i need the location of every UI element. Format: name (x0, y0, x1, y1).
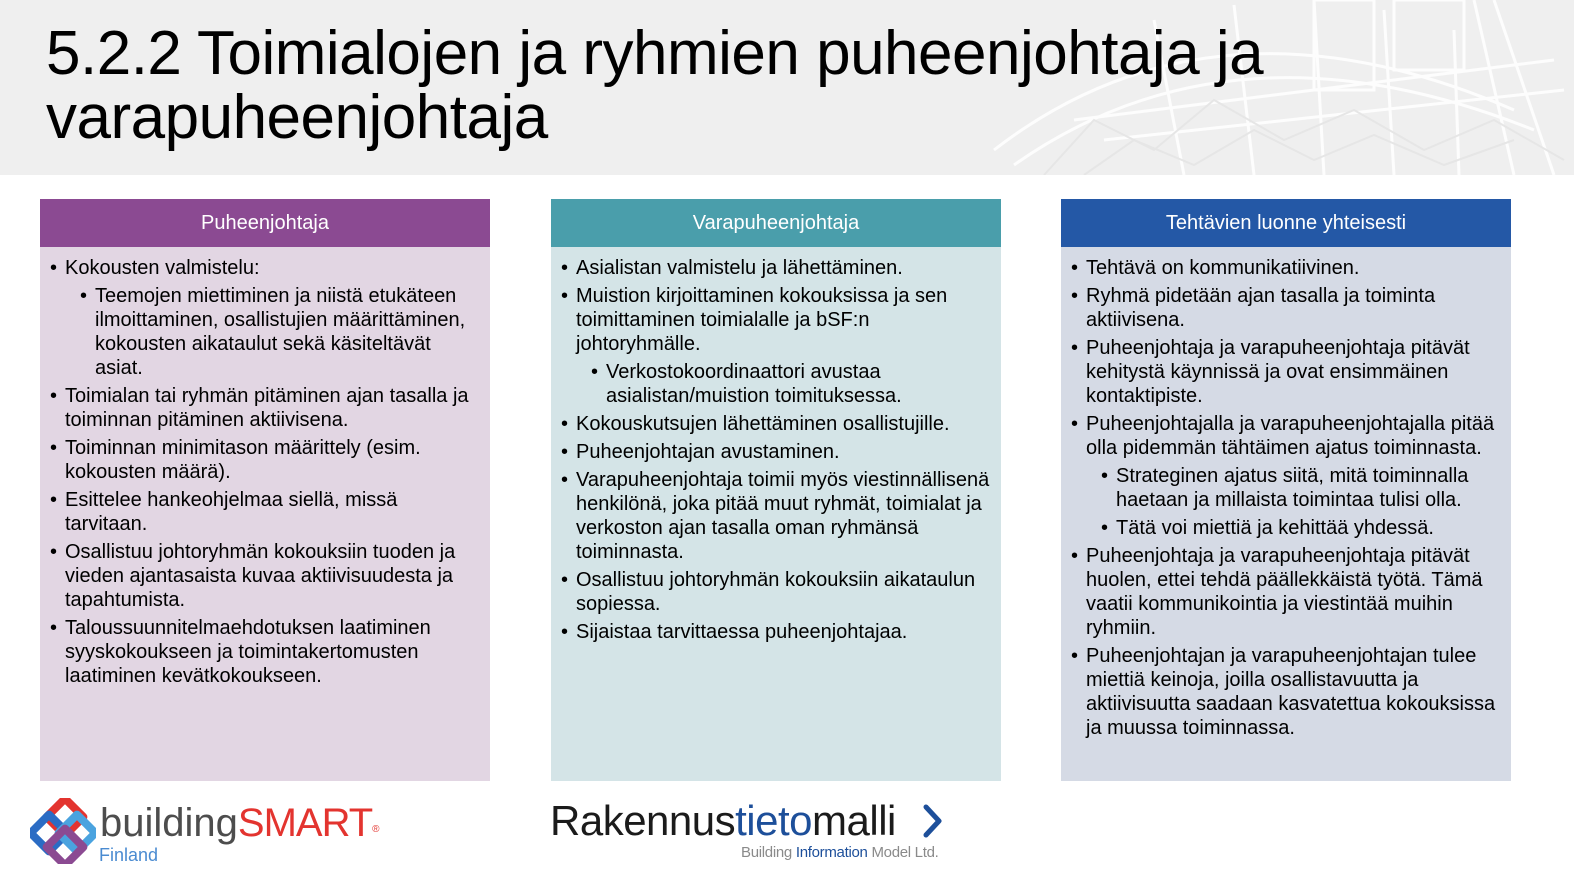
logo-sub-building: Building (741, 844, 796, 861)
list-item: • Puheenjohtajan ja varapuheenjohtajan tulee miettiä keinoja, joilla osallistavuutta ja aktiivisuutta saadaan kasvatettua kokouksissa ja muussa toiminnassa. (1071, 644, 1501, 740)
list-item: • Sijaistaa tarvittaessa puheenjohtajaa. (561, 620, 991, 644)
buildingsmart-knot-icon (30, 798, 96, 864)
rakennustietomalli-wordmark (550, 796, 896, 846)
column-header: Varapuheenjohtaja (551, 199, 1001, 247)
sub-bullet-list (576, 360, 991, 408)
list-item: • Puheenjohtaja ja varapuheenjohtaja pitävät huolen, ettei tehdä päällekkäistä työtä. Tämä vaatii kommunikointia ja viestintää muihin ryhmiin. (1071, 544, 1501, 640)
sub-list-item: • Tätä voi miettiä ja kehittää yhdessä. (1086, 516, 1501, 540)
sub-list-item: • Verkostokoordinaattori avustaa asialistan/muistion toimituksessa. (576, 360, 991, 408)
sub-list-item: • Teemojen miettiminen ja niistä etukäteen ilmoittaminen, osallistujien määrittäminen, kokousten aikataulut sekä käsiteltävät asiat. (65, 284, 480, 380)
list-item: • Ryhmä pidetään ajan tasalla ja toiminta aktiivisena. (1071, 284, 1501, 332)
logo-text-rakennus: Rakennus (550, 797, 736, 844)
column-body (40, 247, 490, 781)
bullet-list (1071, 256, 1501, 740)
list-item: • Puheenjohtajan avustaminen. (561, 440, 991, 464)
list-item: • Varapuheenjohtaja toimii myös viestinnällisenä henkilönä, joka pitää muut ryhmät, toimialat ja verkoston ajan tasalla oman ryhmänsä toiminnasta. (561, 468, 991, 564)
sub-list-item: • Strateginen ajatus siitä, mitä toiminnalla haetaan ja millaista toimintaa tulisi olla. (1086, 464, 1501, 512)
column-varapuheenjohtaja (551, 199, 1001, 781)
item-text: Puheenjohtajalla ja varapuheenjohtajalla pitää olla pidemmän tähtäimen ajatus toiminnasta. (1086, 413, 1495, 459)
list-item: • Toiminnan minimitason määrittely (esim. kokousten määrä). (50, 436, 480, 484)
logo-text-finland: Finland (99, 845, 159, 865)
logo-sub-information: Information (795, 844, 868, 861)
list-item (561, 284, 991, 408)
registered-mark: ® (372, 824, 380, 835)
list-item (50, 256, 480, 380)
column-tehtavien-luonne (1061, 199, 1511, 781)
list-item: • Puheenjohtaja ja varapuheenjohtaja pitävät kehitystä käynnissä ja ovat ensimmäinen kontaktipiste. (1071, 336, 1501, 408)
list-item: • Toimialan tai ryhmän pitäminen ajan tasalla ja toiminnan pitäminen aktiivisena. (50, 384, 480, 432)
sub-bullet-list (65, 284, 480, 380)
bullet-list (561, 256, 991, 644)
list-item: • Kokouskutsujen lähettäminen osallistujille. (561, 412, 991, 436)
column-header: Tehtävien luonne yhteisesti (1061, 199, 1511, 247)
logo-text-smart: SMART (237, 801, 373, 845)
chevron-right-icon (922, 804, 944, 838)
logo-sub-model-ltd: Model Ltd. (867, 844, 939, 861)
sub-bullet-list (1086, 464, 1501, 540)
rakennustietomalli-logo (550, 796, 970, 871)
bullet-list (50, 256, 480, 688)
list-item: • Taloussuunnitelmaehdotuksen laatiminen syyskokoukseen ja toimintakertomusten laatiminen kevätkokoukseen. (50, 616, 480, 688)
list-item: • Tehtävä on kommunikatiivinen. (1071, 256, 1501, 280)
slide-header (0, 0, 1574, 175)
column-header: Puheenjohtaja (40, 199, 490, 247)
column-body (551, 247, 1001, 781)
list-item: • Osallistuu johtoryhmän kokouksiin aikataulun sopiessa. (561, 568, 991, 616)
list-item (1071, 412, 1501, 540)
slide-title: 5.2.2 Toimialojen ja ryhmien puheenjohtaja ja varapuheenjohtaja (46, 19, 1264, 152)
logo-text-tieto: tieto (735, 797, 813, 844)
buildingsmart-finland-logo (30, 798, 390, 868)
list-item: • Osallistuu johtoryhmän kokouksiin tuoden ja vieden ajantasaista kuvaa aktiivisuudesta ja tapahtumista. (50, 540, 480, 612)
logo-subtitle (741, 844, 939, 861)
column-puheenjohtaja (40, 199, 490, 781)
list-item: • Asialistan valmistelu ja lähettäminen. (561, 256, 991, 280)
item-text: Kokousten valmistelu: (65, 257, 260, 279)
column-body (1061, 247, 1511, 781)
logo-text-building: building (100, 801, 238, 845)
logo-text-malli: malli (812, 797, 896, 844)
item-text: Muistion kirjoittaminen kokouksissa ja sen toimittaminen toimialalle ja bSF:n johtoryhmälle. (576, 285, 948, 355)
list-item: • Esittelee hankeohjelmaa siellä, missä tarvitaan. (50, 488, 480, 536)
